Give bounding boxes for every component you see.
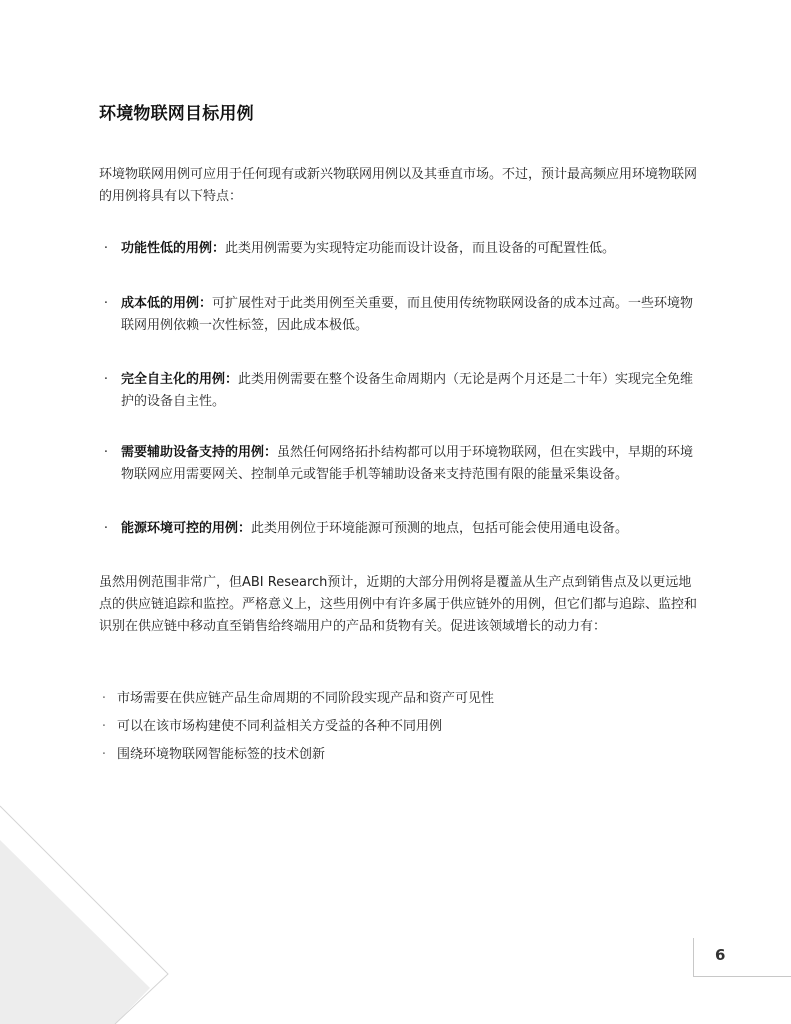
use-case-item	[99, 518, 699, 540]
bullet-marker: ·	[103, 521, 109, 536]
driver-text: 围绕环境物联网智能标签的技术创新	[117, 747, 326, 762]
use-case-text: 可扩展性对于此类用例至关重要，而且使用传统物联网设备的成本过高。一些环境物联网用例依赖一次性标签，因此成本极低。	[121, 296, 694, 333]
use-case-item	[99, 293, 699, 337]
corner-decoration	[0, 800, 180, 1024]
intro-paragraph: 环境物联网用例可应用于任何现有或新兴物联网用例以及其垂直市场。不过，预计最高频应用环境物联网的用例将具有以下特点：	[99, 167, 698, 204]
use-case-item	[99, 369, 699, 413]
use-case-term: 成本低的用例：	[121, 296, 213, 311]
use-case-term: 能源环境可控的用例：	[121, 521, 252, 536]
use-case-text: 此类用例需要在整个设备生命周期内（无论是两个月还是二十年）实现完全免维护的设备自主性。	[121, 372, 694, 409]
section-heading: 环境物联网目标用例	[99, 104, 254, 124]
use-case-term: 需要辅助设备支持的用例：	[121, 445, 278, 460]
bullet-marker: ·	[103, 445, 109, 460]
driver-item	[99, 744, 699, 766]
bullet-marker: ·	[101, 747, 107, 762]
use-case-item	[99, 442, 699, 486]
use-case-text: 虽然任何网络拓扑结构都可以用于环境物联网，但在实践中，早期的环境物联网应用需要网关、控制单元或智能手机等辅助设备来支持范围有限的能量采集设备。	[121, 445, 694, 482]
use-case-item	[99, 238, 699, 260]
use-case-term: 功能性低的用例：	[121, 241, 226, 256]
driver-text: 可以在该市场构建使不同利益相关方受益的各种不同用例	[117, 719, 443, 734]
page-number-box	[693, 938, 791, 977]
closing-paragraph: 虽然用例范围非常广，但ABI Research预计，近期的大部分用例将是覆盖从生产点到销售点及以更远地点的供应链追踪和监控。严格意义上，这些用例中有许多属于供应链外的用例，但它们都与追踪、监控和识别在供应链中移动直至销售给终端用户的产品和货物有关。促进该领域增长的动力有：	[99, 575, 698, 634]
driver-item	[99, 716, 699, 738]
use-case-text: 此类用例需要为实现特定功能而设计设备，而且设备的可配置性低。	[225, 241, 616, 256]
driver-text: 市场需要在供应链产品生命周期的不同阶段实现产品和资产可见性	[117, 691, 495, 706]
bullet-marker: ·	[103, 296, 109, 311]
bullet-marker: ·	[101, 691, 107, 706]
bullet-marker: ·	[103, 372, 109, 387]
bullet-marker: ·	[103, 241, 109, 256]
bullet-marker: ·	[101, 719, 107, 734]
use-case-text: 此类用例位于环境能源可预测的地点，包括可能会使用通电设备。	[251, 521, 629, 536]
page-number: 6	[715, 946, 726, 964]
driver-item	[99, 688, 699, 710]
use-case-term: 完全自主化的用例：	[121, 372, 239, 387]
corner-triangle-fill	[0, 840, 150, 1024]
